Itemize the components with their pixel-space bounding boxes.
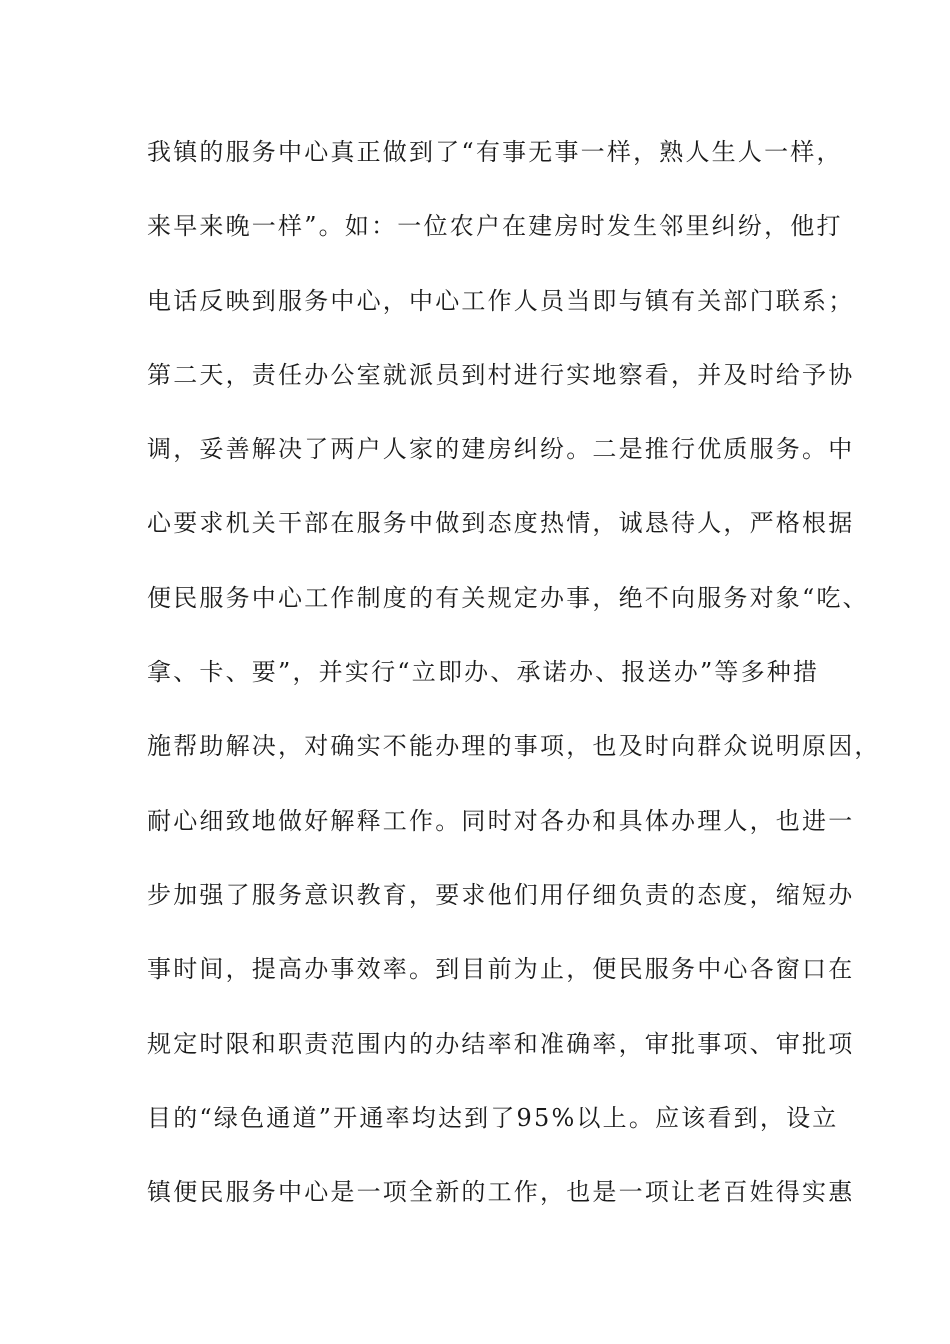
text-line: 来早来晚一样”。如：一位农户在建房时发生邻里纠纷，他打	[147, 212, 843, 241]
text-line: 第二天，责任办公室就派员到村进行实地察看，并及时给予协	[147, 360, 855, 389]
text-line: 我镇的服务中心真正做到了“有事无事一样，熟人生人一样，	[147, 138, 843, 166]
body-text	[147, 132, 881, 1246]
text-line: 调，妥善解决了两户人家的建房纠纷。二是推行优质服务。中	[147, 435, 855, 464]
text-line: 步加强了服务意识教育，要求他们用仔细负责的态度，缩短办	[147, 880, 855, 909]
text-line: 规定时限和职责范围内的办结率和准确率，审批事项、审批项	[147, 1029, 855, 1058]
text-line: 电话反映到服务中心，中心工作人员当即与镇有关部门联系；	[147, 286, 855, 315]
text-line: 镇便民服务中心是一项全新的工作，也是一项让老百姓得实惠	[147, 1178, 855, 1207]
text-line: 耐心细致地做好解释工作。同时对各办和具体办理人，也进一	[147, 806, 855, 835]
text-line: 事时间，提高办事效率。到目前为止，便民服务中心各窗口在	[147, 955, 855, 984]
text-line: 心要求机关干部在服务中做到态度热情，诚恳待人，严格根据	[147, 509, 855, 538]
text-line: 便民服务中心工作制度的有关规定办事，绝不向服务对象“吃、	[147, 583, 869, 612]
text-line: 目的“绿色通道”开通率均达到了95%以上。应该看到，设立	[147, 1103, 839, 1132]
text-line: 施帮助解决，对确实不能办理的事项，也及时向群众说明原因，	[147, 732, 881, 761]
text-line: 拿、卡、要”，并实行“立即办、承诺办、报送办”等多种措	[147, 658, 820, 687]
